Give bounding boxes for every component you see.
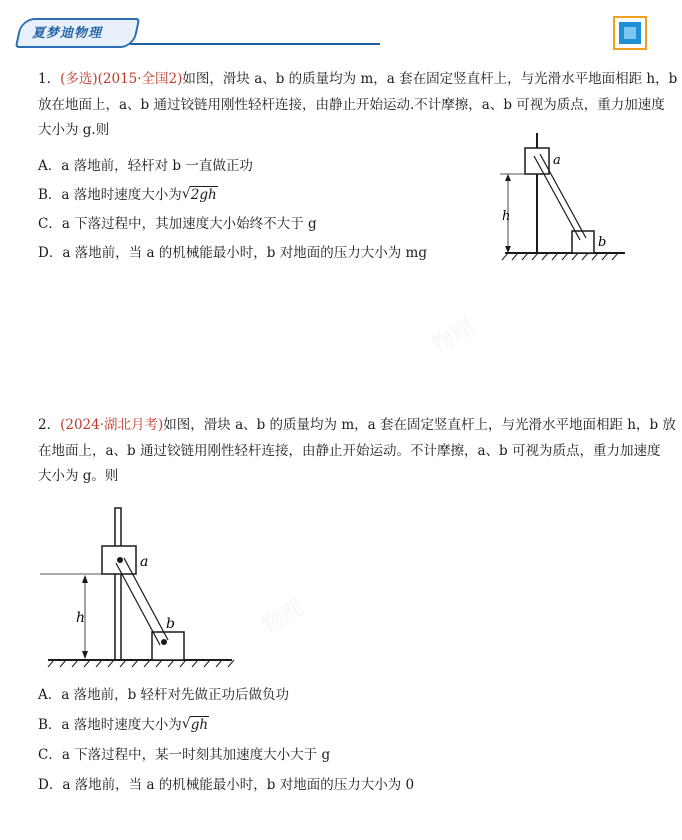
q1-option-d: D．a 落地前，当 a 的机械能最小时，b 对地面的压力大小为 mg	[38, 245, 427, 261]
q1-text-3: 大小为 g.则	[38, 122, 110, 138]
q1-text-2: 放在地面上，a、b 通过铰链用刚性轻杆连接，由静止开始运动.不计摩擦，a、b 可视为质点，重力加速度	[38, 97, 665, 113]
watermark: 物理	[257, 595, 309, 640]
q2-option-d: D．a 落地前，当 a 的机械能最小时，b 对地面的压力大小为 0	[38, 777, 415, 793]
light-rod	[540, 154, 586, 238]
brand-logo-icon	[613, 16, 647, 50]
q2-figure	[40, 500, 240, 670]
label-a: a	[553, 153, 561, 168]
q1-option-c: C．a 下落过程中，其加速度大小始终不大于 g	[38, 216, 317, 232]
q2-text-2: 在地面上，a、b 通过铰链用刚性轻杆连接，由静止开始运动。不计摩擦，a、b 可视为质点，重力加速度	[38, 443, 661, 459]
q2-option-b-sqrt: √ gh	[181, 716, 209, 733]
q1-option-a: A．a 落地前，轻杆对 b 一直做正功	[38, 158, 253, 174]
block-b	[152, 632, 184, 660]
watermark: 物理	[427, 315, 479, 360]
q2-option-b	[38, 716, 209, 734]
q2-option-c: C．a 下落过程中，某一时刻其加速度大小大于 g	[38, 747, 331, 763]
q1-option-b	[38, 186, 218, 204]
light-rod	[124, 558, 168, 640]
header-divider	[130, 43, 380, 45]
q2-option-b-radicand: gh	[190, 717, 209, 733]
q1-option-b-sqrt: √ 2gh	[181, 186, 217, 203]
q1-source: (多选)(2015·全国2)	[60, 71, 183, 87]
label-b: b	[598, 235, 607, 250]
q2-option-a: A．a 落地前，b 轻杆对先做正功后做负功	[38, 687, 290, 703]
q1-option-b-text: B．a 落地时速度大小为	[38, 187, 182, 203]
q2-text-1: 如图，滑块 a、b 的质量均为 m，a 套在固定竖直杆上，与光滑水平地面相距 h，b 放	[163, 417, 676, 433]
q1-text-1: 如图，滑块 a、b 的质量均为 m，a 套在固定竖直杆上，与光滑水平地面相距 h，b	[182, 71, 678, 87]
q1-number: 1．	[38, 71, 61, 87]
q2-number: 2．	[38, 417, 61, 433]
label-b: b	[166, 616, 175, 632]
label-a: a	[140, 554, 149, 570]
q1-option-b-radicand: 2gh	[190, 187, 217, 203]
q2-text-3: 大小为 g。则	[38, 468, 119, 484]
q2-option-b-text: B．a 落地时速度大小为	[38, 717, 182, 733]
q2-source: (2024·湖北月考)	[60, 417, 164, 433]
label-h: h	[502, 209, 511, 224]
q2-line1	[38, 416, 676, 434]
q1-line1	[38, 70, 677, 88]
block-b	[572, 231, 594, 253]
label-h: h	[76, 610, 86, 626]
header-title: 夏梦迪物理	[32, 26, 103, 41]
q1-figure	[490, 128, 630, 268]
vertical-rod	[115, 508, 121, 660]
